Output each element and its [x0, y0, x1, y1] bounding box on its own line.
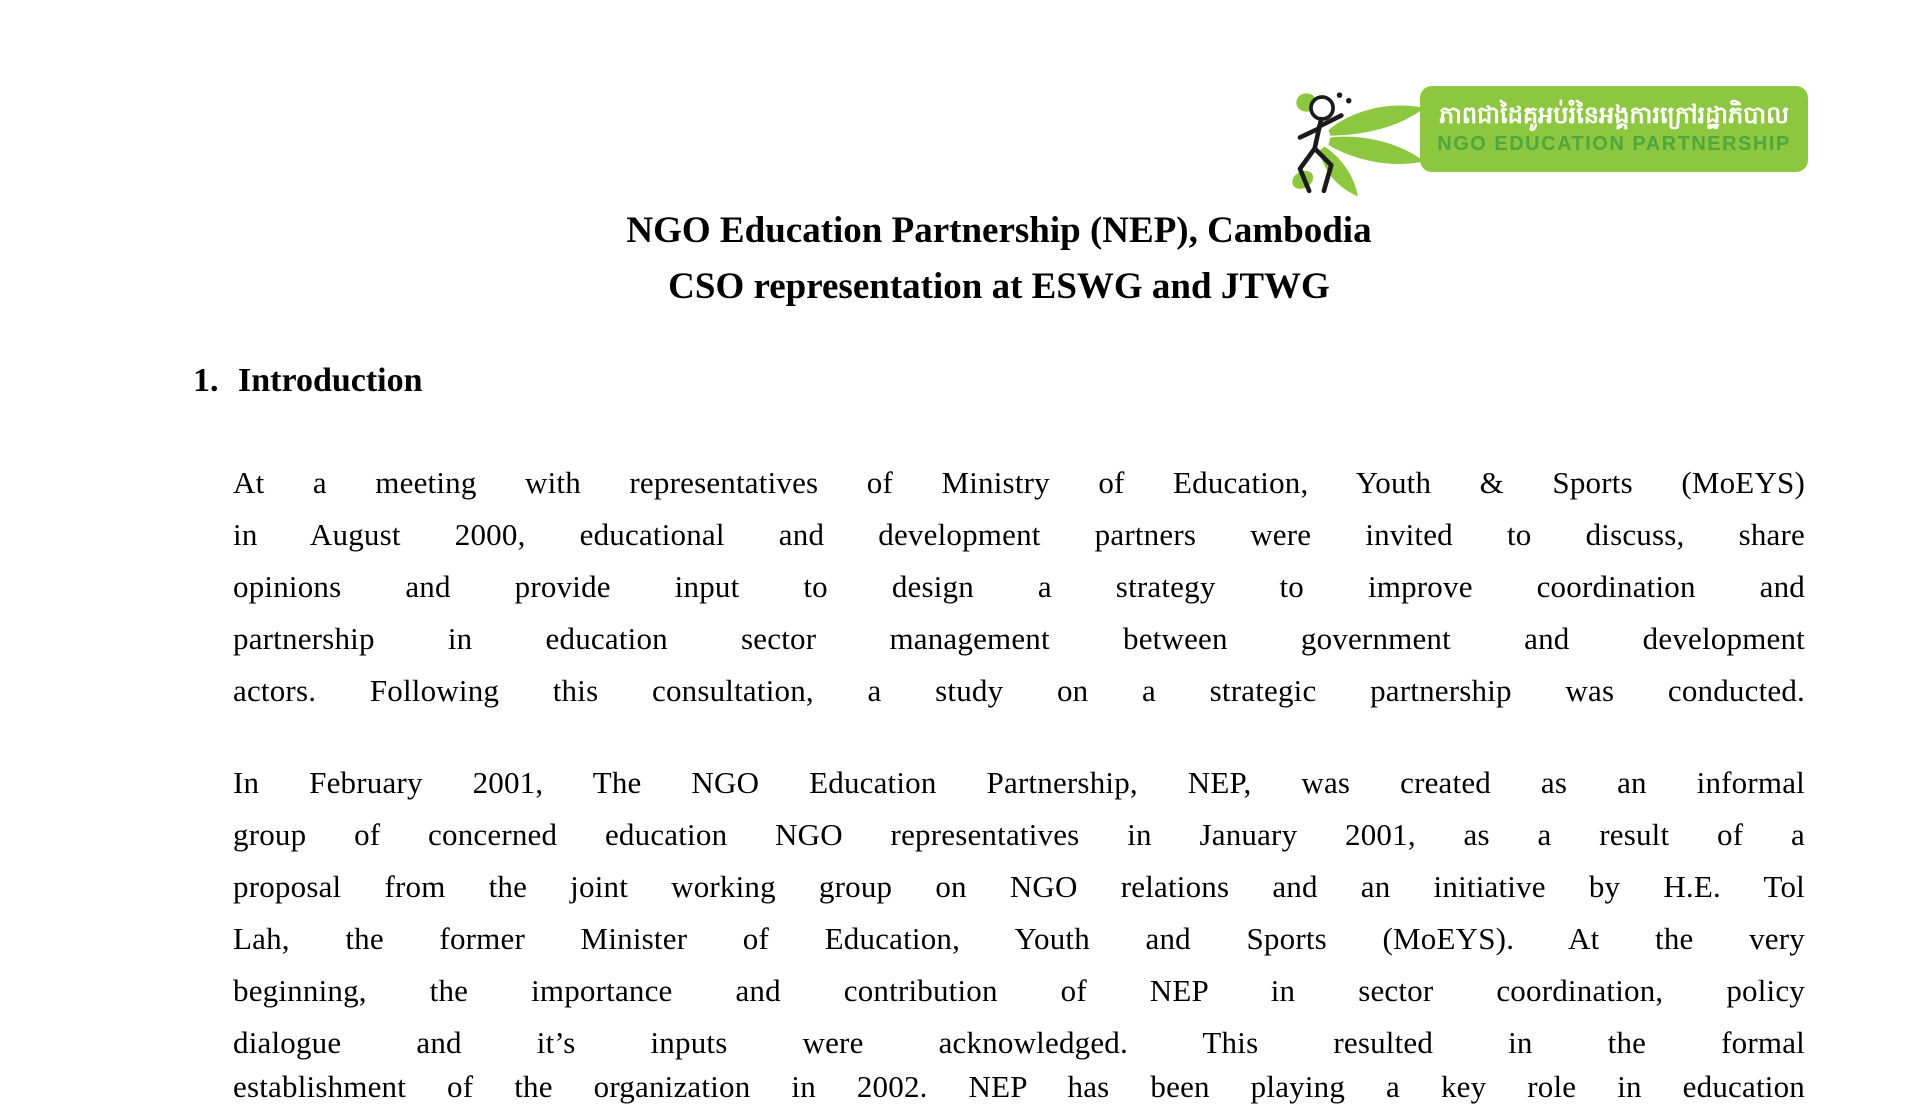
- paragraph-1-line: actors. Following this consultation, a study on a strategic partnership was conducted.: [233, 673, 1805, 708]
- paragraph-1-line: opinions and provide input to design a strategy to improve coordination and: [233, 569, 1805, 604]
- document-title-line1: NGO Education Partnership (NEP), Cambodia: [626, 210, 1372, 251]
- logo-khmer-text: ភាពជាដៃគូអប់រំនៃអង្គការក្រៅរដ្ឋាភិបាល: [1439, 102, 1789, 129]
- paragraph-1: [233, 457, 1805, 717]
- running-figure-leaves-icon: [1288, 84, 1426, 202]
- logo-banner: [1420, 86, 1808, 172]
- paragraph-2-line: group of concerned education NGO representatives in January 2001, as a result of a: [233, 817, 1805, 852]
- paragraph-1-line: in August 2000, educational and development partners were invited to discuss, share: [233, 517, 1805, 552]
- section-heading-introduction: [193, 360, 423, 402]
- paragraph-2-line: In February 2001, The NGO Education Partnership, NEP, was created as an informal: [233, 765, 1805, 800]
- logo-org-name: NGO EDUCATION PARTNERSHIP: [1437, 133, 1791, 155]
- document-title: [193, 203, 1805, 315]
- document-title-line2: CSO representation at ESWG and JTWG: [668, 266, 1330, 307]
- paragraph-2-line: beginning, the importance and contribution of NEP in sector coordination, policy: [233, 973, 1805, 1008]
- paragraph-2: [233, 757, 1805, 1113]
- nep-logo: [1288, 82, 1808, 202]
- section-number: 1.: [193, 362, 219, 399]
- paragraph-1-line: partnership in education sector management between government and development: [233, 621, 1805, 656]
- paragraph-2-line: dialogue and it’s inputs were acknowledged. This resulted in the formal: [233, 1025, 1805, 1060]
- paragraph-2-line: proposal from the joint working group on NGO relations and an initiative by H.E. Tol: [233, 869, 1805, 904]
- paragraph-2-line: Lah, the former Minister of Education, Youth and Sports (MoEYS). At the very: [233, 921, 1805, 956]
- section-heading-label: Introduction: [238, 362, 423, 399]
- paragraph-1-line: At a meeting with representatives of Ministry of Education, Youth & Sports (MoEYS): [233, 465, 1805, 500]
- paragraph-2-line-clipped: establishment of the organization in 2002. NEP has been playing a key role in education: [233, 1069, 1805, 1104]
